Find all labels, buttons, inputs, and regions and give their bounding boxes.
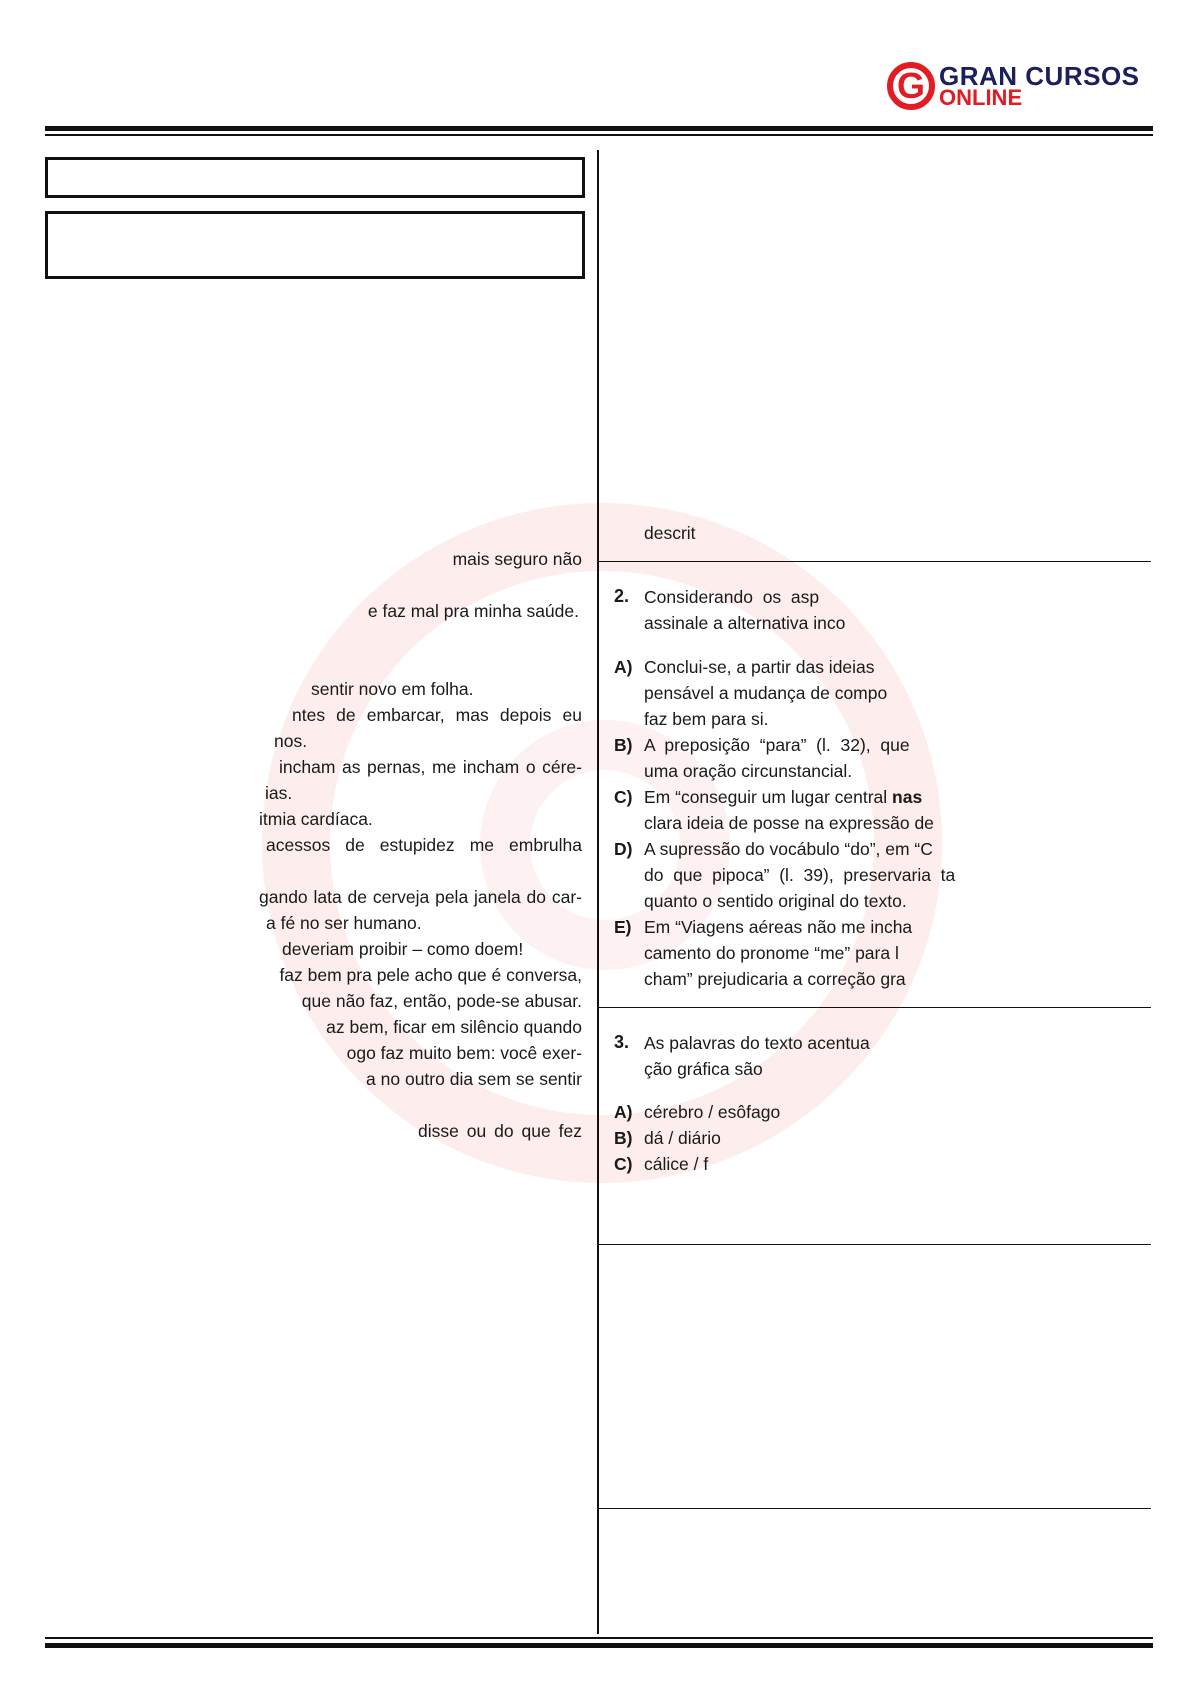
option-a-text[interactable]: faz bem para si. [644, 709, 769, 729]
question-2-number: 2. [614, 586, 630, 606]
left-text-line: acessos de estupidez me embrulha [266, 835, 582, 855]
header-rule-thick [45, 126, 1153, 131]
option-b-letter[interactable]: B) [614, 1128, 633, 1148]
option-a-text[interactable]: cérebro / esôfago [644, 1102, 781, 1122]
option-d-letter[interactable]: D) [614, 839, 633, 859]
left-text-line: a no outro dia sem se sentir [366, 1069, 582, 1089]
left-text-line: a fé no ser humano. [266, 913, 422, 933]
gran-cursos-logo [887, 62, 1157, 114]
option-e-text[interactable]: camento do pronome “me” para l [644, 943, 899, 963]
footer-rule-thin [45, 1637, 1153, 1639]
option-b-text[interactable]: dá / diário [644, 1128, 721, 1148]
question-2-stem: assinale a alternativa inco [644, 613, 846, 633]
left-text-line: itmia cardíaca. [259, 809, 373, 829]
left-text-line: incham as pernas, me incham o cére- [279, 757, 582, 777]
option-c-letter[interactable]: C) [614, 787, 633, 807]
option-a-letter[interactable]: A) [614, 1102, 633, 1122]
option-c-text-main: Em “conseguir um lugar central [644, 787, 893, 807]
question-3-number: 3. [614, 1032, 630, 1052]
option-c-text[interactable]: cálice / f [644, 1154, 709, 1174]
logo-g-mark: G [896, 65, 925, 106]
left-text-line: mais seguro não [452, 549, 582, 569]
left-text-line: que não faz, então, pode-se abusar. [301, 991, 582, 1011]
left-text-line: ogo faz muito bem: você exer- [346, 1043, 582, 1063]
header-box-1 [45, 157, 585, 198]
option-b-letter[interactable]: B) [614, 735, 633, 755]
question-separator [597, 561, 1151, 562]
left-text-line: nos. [274, 731, 308, 751]
option-d-text[interactable]: A supressão do vocábulo “do”, em “C [644, 839, 933, 859]
question-3-stem: As palavras do texto acentua [644, 1033, 870, 1053]
question-separator [597, 1508, 1151, 1509]
logo-text-online: ONLINE [939, 85, 1023, 110]
header-box-2 [45, 211, 585, 279]
option-a-text[interactable]: pensável a mudança de compo [644, 683, 888, 703]
left-text-line: ias. [265, 783, 293, 803]
logo-text-gran-cursos: GRAN CURSOS [939, 61, 1140, 91]
option-c-bold-word: nas [892, 787, 923, 807]
header-rule-thin [45, 134, 1153, 136]
option-e-text[interactable]: Em “Viagens aéreas não me incha [644, 917, 913, 937]
option-b-text[interactable]: A preposição “para” (l. 32), que [644, 735, 910, 755]
left-text-line: deveriam proibir – como doem! [282, 939, 524, 959]
question-2-stem: Considerando os asp [644, 587, 820, 607]
left-text-line: e faz mal pra minha saúde. [367, 601, 579, 621]
column-divider [597, 150, 599, 1634]
option-a-text[interactable]: Conclui-se, a partir das ideias [644, 657, 875, 677]
option-e-text[interactable]: cham” prejudicaria a correção gra [644, 969, 906, 989]
option-c-text[interactable] [644, 784, 922, 810]
left-text-line: disse ou do que fez [418, 1121, 582, 1141]
left-text-line: sentir novo em folha. [311, 679, 474, 699]
question-3-stem: ção gráfica são [644, 1059, 763, 1079]
question-separator [597, 1244, 1151, 1245]
option-c-letter[interactable]: C) [614, 1154, 633, 1174]
option-e-letter[interactable]: E) [614, 917, 632, 937]
left-text-line: faz bem pra pele acho que é conversa, [279, 965, 582, 985]
question-1-tail: descrit [644, 523, 696, 543]
option-c-text[interactable]: clara ideia de posse na expressão de [644, 813, 934, 833]
option-d-text[interactable]: do que pipoca” (l. 39), preservaria ta [644, 865, 956, 885]
left-text-line: az bem, ficar em silêncio quando [326, 1017, 582, 1037]
option-a-letter[interactable]: A) [614, 657, 633, 677]
option-d-text[interactable]: quanto o sentido original do texto. [644, 891, 907, 911]
option-b-text[interactable]: uma oração circunstancial. [644, 761, 853, 781]
left-text-line: ntes de embarcar, mas depois eu [292, 705, 582, 725]
question-separator [597, 1007, 1151, 1008]
left-text-line: gando lata de cerveja pela janela do car- [259, 887, 582, 907]
footer-rule-thick [45, 1643, 1153, 1648]
